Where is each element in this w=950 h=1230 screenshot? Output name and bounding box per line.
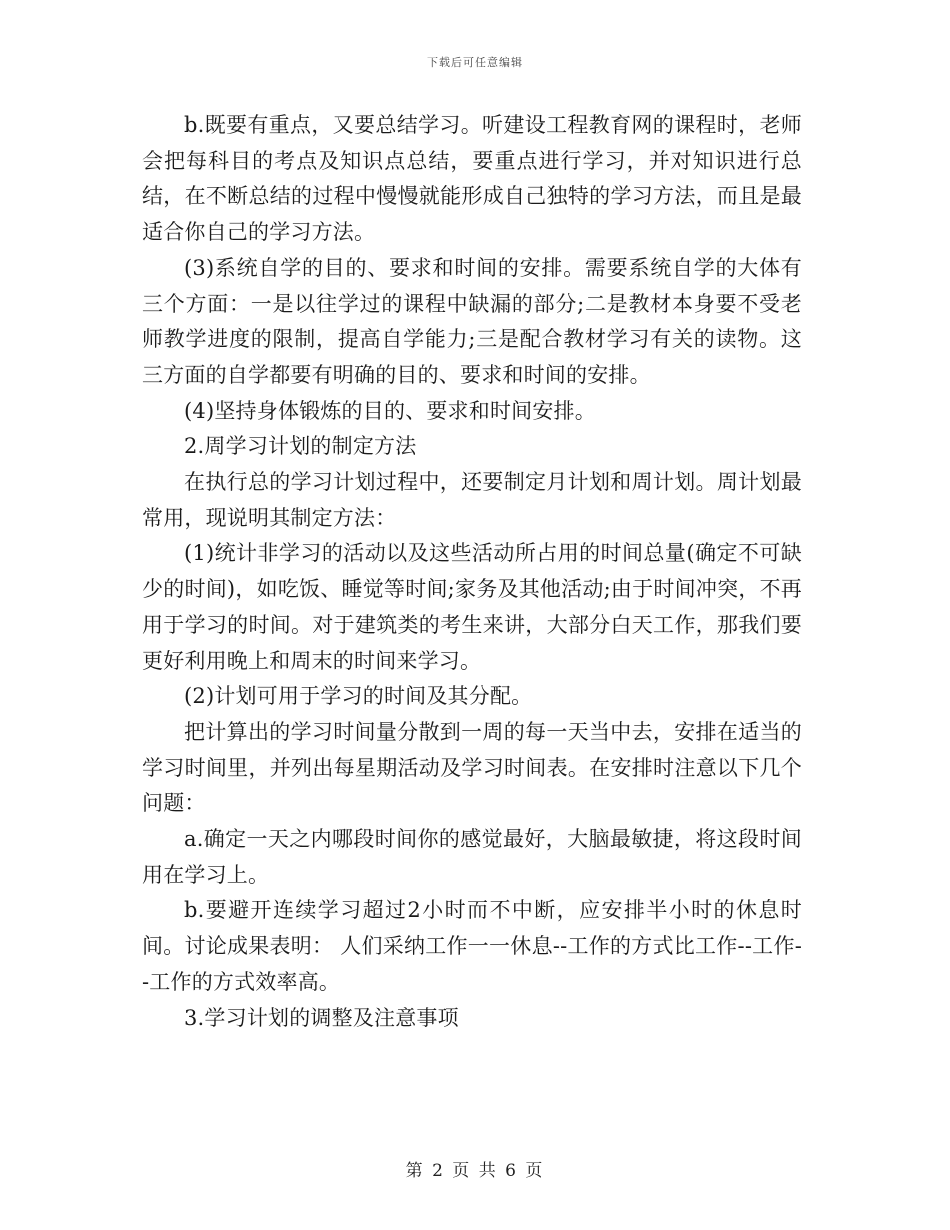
document-body (142, 108, 802, 1036)
section-heading: 2.周学习计划的制定方法 (184, 434, 417, 459)
page-header: 下载后可任意编辑 (427, 56, 523, 69)
paragraph: (4)坚持身体锻炼的目的、要求和时间安排。 (184, 398, 596, 423)
paragraph: a.确定一天之内哪段时间你的感觉最好，大脑最敏捷，将这段时间用在学习上。 (142, 827, 802, 887)
paragraph: b.要避开连续学习超过2小时而不中断，应安排半小时的休息时间。讨论成果表明： 人们采纳工作一一休息--工作的方式比工作--工作--工作的方式效率高。 (142, 898, 802, 994)
paragraph: 把计算出的学习时间量分散到一周的每一天当中去，安排在适当的学习时间里，并列出每星期活动及学习时间表。在安排时注意以下几个问题： (142, 719, 802, 816)
paragraph: (2)计划可用于学习的时间及其分配。 (184, 684, 533, 709)
paragraph: 在执行总的学习计划过程中，还要制定月计划和周计划。周计划最常用，现说明其制定方法： (142, 470, 802, 530)
section-heading: 3.学习计划的调整及注意事项 (184, 1005, 459, 1030)
page-number: 第 2 页 共 6 页 (405, 1161, 545, 1181)
paragraph: (3)系统自学的目的、要求和时间的安排。需要系统自学的大体有三个方面：一是以往学过的课程中缺漏的部分;二是教材本身要不受老师教学进度的限制，提高自学能力;三是配合教材学习有关的读物。这三方面的自学都要有明确的目的、要求和时间的安排。 (142, 255, 802, 387)
paragraph: b.既要有重点，又要总结学习。听建设工程教育网的课程时，老师会把每科目的考点及知识点总结，要重点进行学习，并对知识进行总结，在不断总结的过程中慢慢就能形成自己独特的学习方法，而且是最适合你自己的学习方法。 (142, 113, 802, 245)
paragraph: (1)统计非学习的活动以及这些活动所占用的时间总量(确定不可缺少的时间)，如吃饭、睡觉等时间;家务及其他活动;由于时间冲突，不再用于学习的时间。对于建筑类的考生来讲，大部分白天工作，那我们要更好利用晚上和周末的时间来学习。 (142, 541, 802, 673)
